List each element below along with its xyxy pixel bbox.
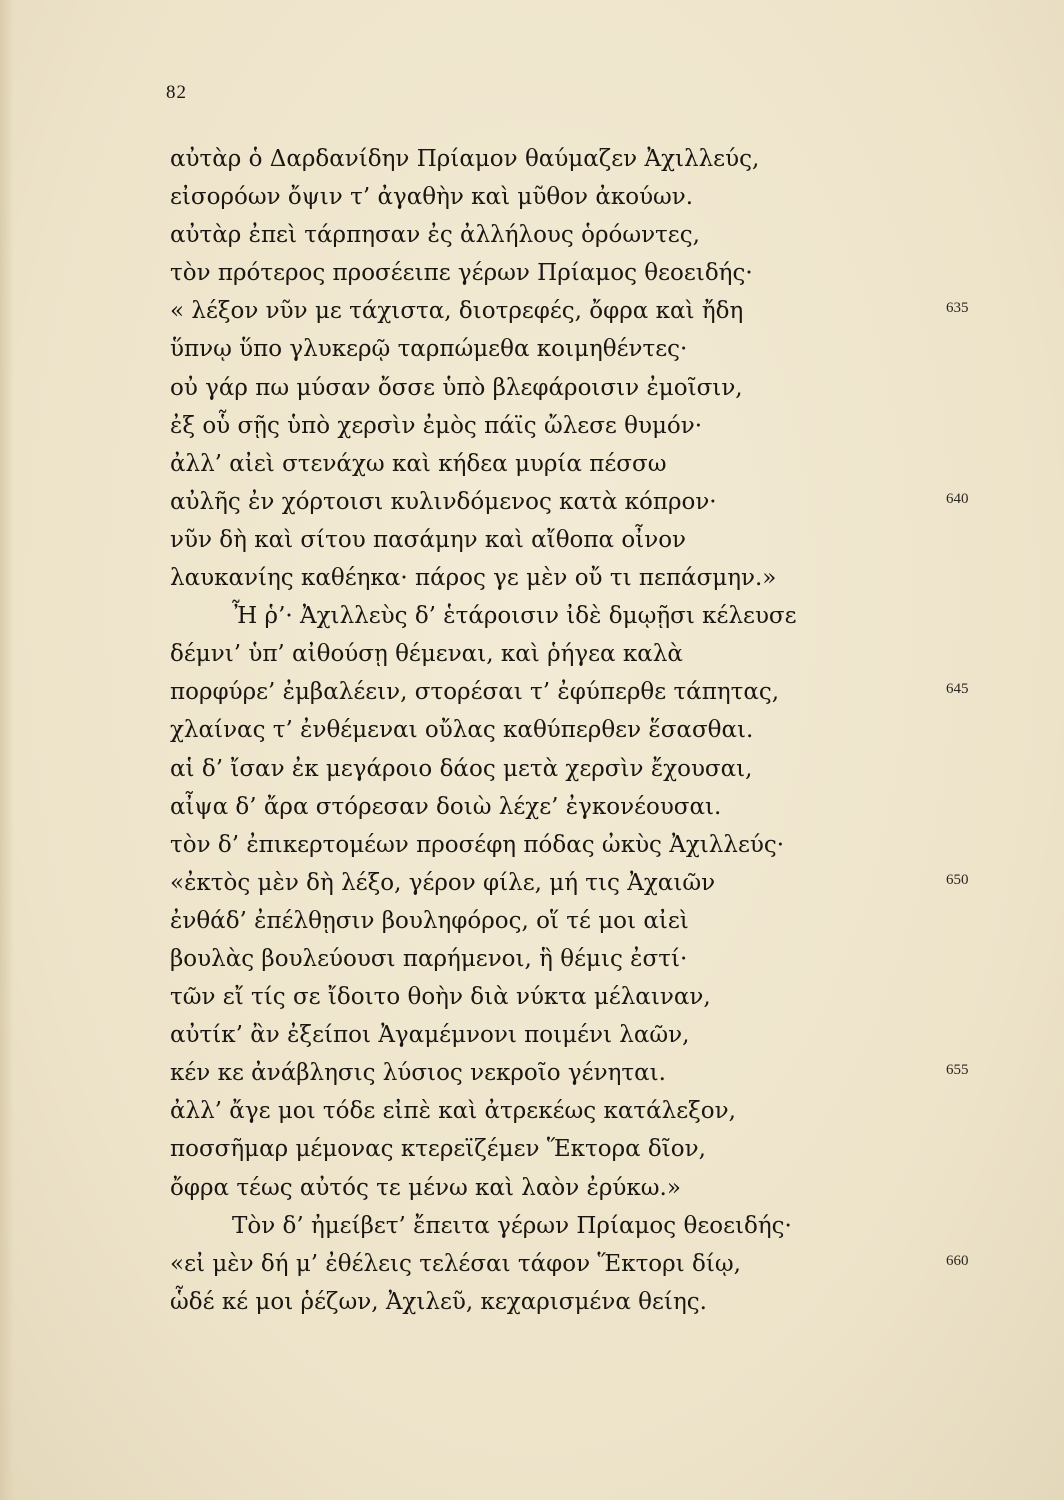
- verse-line: [0, 750, 1064, 788]
- verse-text: λαυκανίης καθέηκα· πάρος γε μὲν οὔ τι πεπάσμην.»: [170, 565, 777, 592]
- line-number: 650: [946, 871, 969, 888]
- verse-line: [0, 445, 1064, 483]
- verse-text: ὕπνῳ ὕπο γλυκερῷ ταρπώμεθα κοιμηθέντες·: [170, 336, 688, 363]
- verse-line: [0, 292, 1064, 330]
- verse-text: τὸν πρότερος προσέειπε γέρων Πρίαμος θεοειδής·: [170, 260, 753, 287]
- verse-line: [0, 864, 1064, 902]
- line-number: 660: [946, 1252, 969, 1269]
- line-number: 640: [946, 490, 969, 507]
- verse-text: ἐνθάδ’ ἐπέλθῃσιν βουληφόρος, οἵ τέ μοι αἰεὶ: [170, 907, 689, 934]
- verse-line: [0, 1054, 1064, 1092]
- verse-text: αὐτὰρ ἐπεὶ τάρπησαν ἐς ἀλλήλους ὁρόωντες,: [170, 222, 700, 249]
- verse-block: [0, 140, 1064, 1321]
- verse-line: [0, 1016, 1064, 1054]
- verse-text: ὄφρα τέως αὐτός τε μένω καὶ λαὸν ἐρύκω.»: [170, 1174, 681, 1201]
- verse-line: [0, 1130, 1064, 1168]
- verse-line: [0, 788, 1064, 826]
- verse-line: [0, 940, 1064, 978]
- verse-line: [0, 1283, 1064, 1321]
- verse-text: πορφύρε’ ἐμβαλέειν, στορέσαι τ’ ἐφύπερθε τάπητας,: [170, 679, 780, 706]
- verse-line: [0, 673, 1064, 711]
- verse-line: [0, 597, 1064, 635]
- verse-line: [0, 1092, 1064, 1130]
- verse-text: αἶψα δ’ ἄρα στόρεσαν δοιὼ λέχε’ ἐγκονέουσαι.: [170, 793, 722, 820]
- verse-text: αὐτὰρ ὁ Δαρδανίδην Πρίαμον θαύμαζεν Ἀχιλλεύς,: [170, 146, 760, 172]
- verse-text: ἀλλ’ αἰεὶ στενάχω καὶ κήδεα μυρία πέσσω: [170, 450, 667, 477]
- page-number: 82: [166, 82, 187, 103]
- verse-text: ποσσῆμαρ μέμονας κτερεϊζέμεν Ἕκτορα δῖον,: [170, 1136, 706, 1163]
- verse-text: « λέξον νῦν με τάχιστα, διοτρεφές, ὄφρα καὶ ἤδη: [170, 298, 744, 325]
- verse-text: ἀλλ’ ἄγε μοι τόδε εἰπὲ καὶ ἀτρεκέως κατάλεξον,: [170, 1098, 736, 1125]
- verse-line: [0, 369, 1064, 407]
- verse-text: ὧδέ κέ μοι ῥέζων, Ἀχιλεῦ, κεχαρισμένα θείης.: [170, 1288, 707, 1315]
- verse-line: [0, 978, 1064, 1016]
- verse-line: [0, 178, 1064, 216]
- verse-line: [0, 635, 1064, 673]
- verse-text: κέν κε ἀνάβλησις λύσιος νεκροῖο γένηται.: [170, 1060, 666, 1087]
- verse-line: [0, 521, 1064, 559]
- verse-text: αὐτίκ’ ἂν ἐξείποι Ἀγαμέμνονι ποιμένι λαῶν,: [170, 1022, 690, 1049]
- verse-line: [0, 1169, 1064, 1207]
- verse-text: Τὸν δ’ ἠμείβετ’ ἔπειτα γέρων Πρίαμος θεοειδής·: [232, 1212, 792, 1239]
- verse-text: χλαίνας τ’ ἐνθέμεναι οὔλας καθύπερθεν ἕσασθαι.: [170, 717, 754, 744]
- verse-text: Ἦ ῥ’· Ἀχιλλεὺς δ’ ἑτάροισιν ἰδὲ δμῳῇσι κέλευσε: [232, 603, 797, 630]
- verse-line: [0, 254, 1064, 292]
- verse-text: δέμνι’ ὑπ’ αἰθούσῃ θέμεναι, καὶ ῥήγεα καλὰ: [170, 641, 683, 668]
- verse-line: [0, 559, 1064, 597]
- verse-line: [0, 1207, 1064, 1245]
- verse-text: «ἐκτὸς μὲν δὴ λέξο, γέρον φίλε, μή τις Ἀχαιῶν: [170, 869, 716, 896]
- verse-line: [0, 902, 1064, 940]
- verse-text: τὸν δ’ ἐπικερτομέων προσέφη πόδας ὠκὺς Ἀχιλλεύς·: [170, 831, 785, 858]
- verse-line: [0, 216, 1064, 254]
- verse-text: αἱ δ’ ἴσαν ἐκ μεγάροιο δάος μετὰ χερσὶν ἔχουσαι,: [170, 755, 753, 782]
- verse-line: [0, 330, 1064, 368]
- verse-line: [0, 711, 1064, 749]
- verse-line: [0, 407, 1064, 445]
- verse-line: [0, 1245, 1064, 1283]
- verse-line: [0, 140, 1064, 178]
- line-number: 645: [946, 681, 969, 698]
- verse-text: εἰσορόων ὄψιν τ’ ἀγαθὴν καὶ μῦθον ἀκούων.: [170, 184, 694, 211]
- verse-text: νῦν δὴ καὶ σίτου πασάμην καὶ αἴθοπα οἶνον: [170, 526, 687, 553]
- verse-text: ἐξ οὗ σῇς ὑπὸ χερσὶν ἐμὸς πάϊς ὤλεσε θυμόν·: [170, 412, 703, 439]
- verse-text: αὐλῆς ἐν χόρτοισι κυλινδόμενος κατὰ κόπρον·: [170, 488, 717, 515]
- verse-text: βουλὰς βουλεύουσι παρήμενοι, ἣ θέμις ἐστί·: [170, 945, 688, 972]
- verse-text: οὐ γάρ πω μύσαν ὄσσε ὑπὸ βλεφάροισιν ἐμοῖσιν,: [170, 374, 743, 401]
- verse-line: [0, 826, 1064, 864]
- verse-text: τῶν εἴ τίς σε ἴδοιτο θοὴν διὰ νύκτα μέλαιναν,: [170, 984, 711, 1011]
- line-number: 655: [946, 1062, 969, 1079]
- verse-line: [0, 483, 1064, 521]
- line-number: 635: [946, 300, 969, 317]
- verse-text: «εἰ μὲν δή μ’ ἐθέλεις τελέσαι τάφον Ἕκτορι δίῳ,: [170, 1250, 741, 1277]
